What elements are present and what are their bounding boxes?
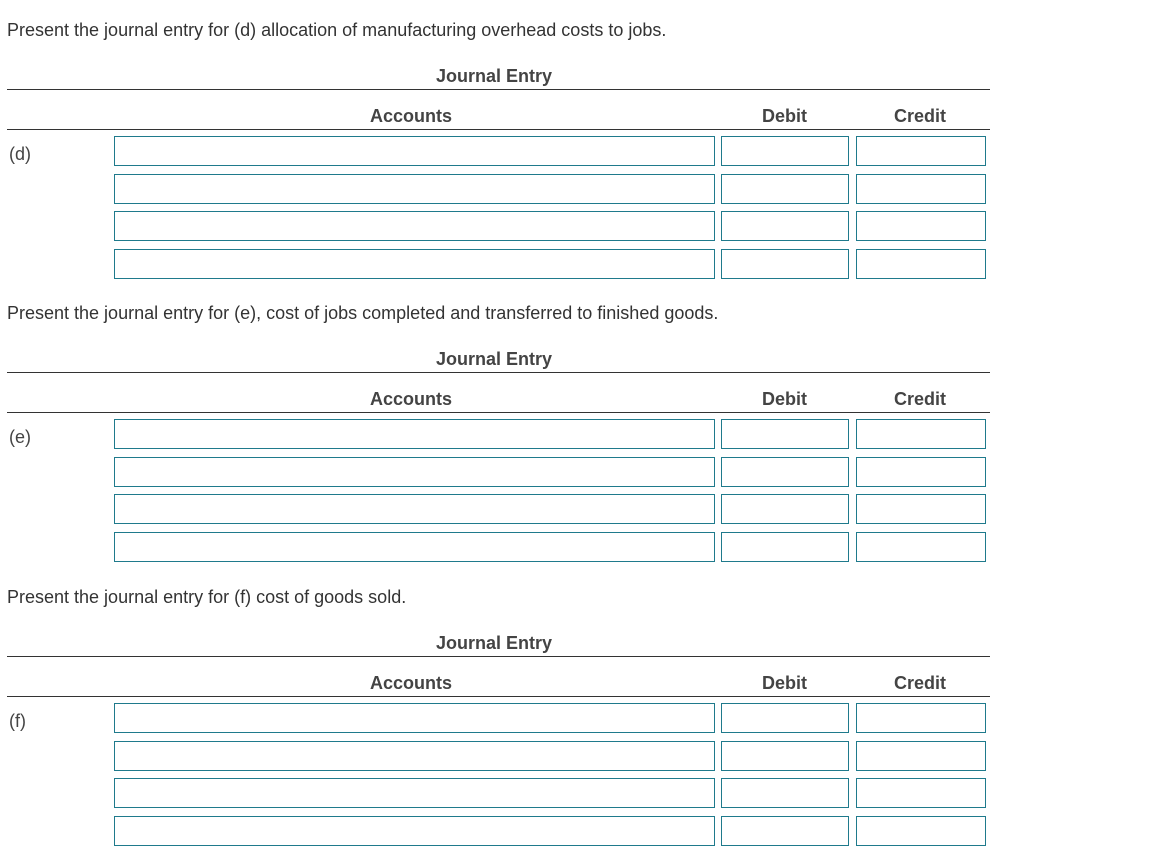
divider bbox=[7, 129, 990, 130]
account-input[interactable] bbox=[114, 494, 715, 524]
account-input[interactable] bbox=[114, 211, 715, 241]
divider bbox=[7, 696, 990, 697]
question-prompt: Present the journal entry for (d) allocation of manufacturing overhead costs to jobs. bbox=[7, 20, 667, 40]
table-row bbox=[0, 211, 1000, 241]
journal-entry-title: Journal Entry bbox=[436, 66, 553, 86]
entry-label: (e) bbox=[9, 427, 31, 447]
account-input[interactable] bbox=[114, 249, 715, 279]
debit-column-header: Debit bbox=[762, 389, 807, 409]
credit-column-header: Credit bbox=[894, 106, 947, 126]
debit-input[interactable] bbox=[721, 741, 849, 771]
credit-input[interactable] bbox=[856, 136, 986, 166]
credit-input[interactable] bbox=[856, 457, 986, 487]
account-input[interactable] bbox=[114, 419, 715, 449]
accounts-column-header: Accounts bbox=[370, 389, 453, 409]
credit-input[interactable] bbox=[856, 741, 986, 771]
account-input[interactable] bbox=[114, 136, 715, 166]
entry-label: (f) bbox=[9, 711, 26, 731]
divider bbox=[7, 412, 990, 413]
account-input[interactable] bbox=[114, 532, 715, 562]
credit-column-header: Credit bbox=[894, 389, 947, 409]
account-input[interactable] bbox=[114, 457, 715, 487]
account-input[interactable] bbox=[114, 703, 715, 733]
divider bbox=[7, 372, 990, 373]
credit-input[interactable] bbox=[856, 494, 986, 524]
journal-entry-title: Journal Entry bbox=[436, 633, 553, 653]
credit-input[interactable] bbox=[856, 249, 986, 279]
table-row bbox=[0, 249, 1000, 279]
table-row bbox=[0, 741, 1000, 771]
debit-column-header: Debit bbox=[762, 106, 807, 126]
table-row bbox=[0, 419, 1000, 449]
credit-input[interactable] bbox=[856, 419, 986, 449]
table-row bbox=[0, 778, 1000, 808]
accounts-column-header: Accounts bbox=[370, 673, 453, 693]
account-input[interactable] bbox=[114, 174, 715, 204]
debit-input[interactable] bbox=[721, 532, 849, 562]
credit-input[interactable] bbox=[856, 816, 986, 846]
credit-input[interactable] bbox=[856, 211, 986, 241]
debit-input[interactable] bbox=[721, 174, 849, 204]
divider bbox=[7, 89, 990, 90]
table-row bbox=[0, 816, 1000, 846]
debit-input[interactable] bbox=[721, 703, 849, 733]
account-input[interactable] bbox=[114, 778, 715, 808]
journal-entry-title: Journal Entry bbox=[436, 349, 553, 369]
credit-input[interactable] bbox=[856, 703, 986, 733]
table-row bbox=[0, 174, 1000, 204]
divider bbox=[7, 656, 990, 657]
table-row bbox=[0, 457, 1000, 487]
question-prompt: Present the journal entry for (e), cost of jobs completed and transferred to finished goods. bbox=[7, 303, 719, 323]
debit-input[interactable] bbox=[721, 457, 849, 487]
credit-column-header: Credit bbox=[894, 673, 947, 693]
credit-input[interactable] bbox=[856, 532, 986, 562]
account-input[interactable] bbox=[114, 741, 715, 771]
entry-label: (d) bbox=[9, 144, 31, 164]
table-row bbox=[0, 494, 1000, 524]
account-input[interactable] bbox=[114, 816, 715, 846]
table-row bbox=[0, 703, 1000, 733]
debit-input[interactable] bbox=[721, 211, 849, 241]
table-row bbox=[0, 532, 1000, 562]
table-row bbox=[0, 136, 1000, 166]
debit-column-header: Debit bbox=[762, 673, 807, 693]
debit-input[interactable] bbox=[721, 494, 849, 524]
question-prompt: Present the journal entry for (f) cost of goods sold. bbox=[7, 587, 407, 607]
debit-input[interactable] bbox=[721, 816, 849, 846]
debit-input[interactable] bbox=[721, 778, 849, 808]
credit-input[interactable] bbox=[856, 778, 986, 808]
accounts-column-header: Accounts bbox=[370, 106, 453, 126]
debit-input[interactable] bbox=[721, 419, 849, 449]
debit-input[interactable] bbox=[721, 136, 849, 166]
debit-input[interactable] bbox=[721, 249, 849, 279]
credit-input[interactable] bbox=[856, 174, 986, 204]
